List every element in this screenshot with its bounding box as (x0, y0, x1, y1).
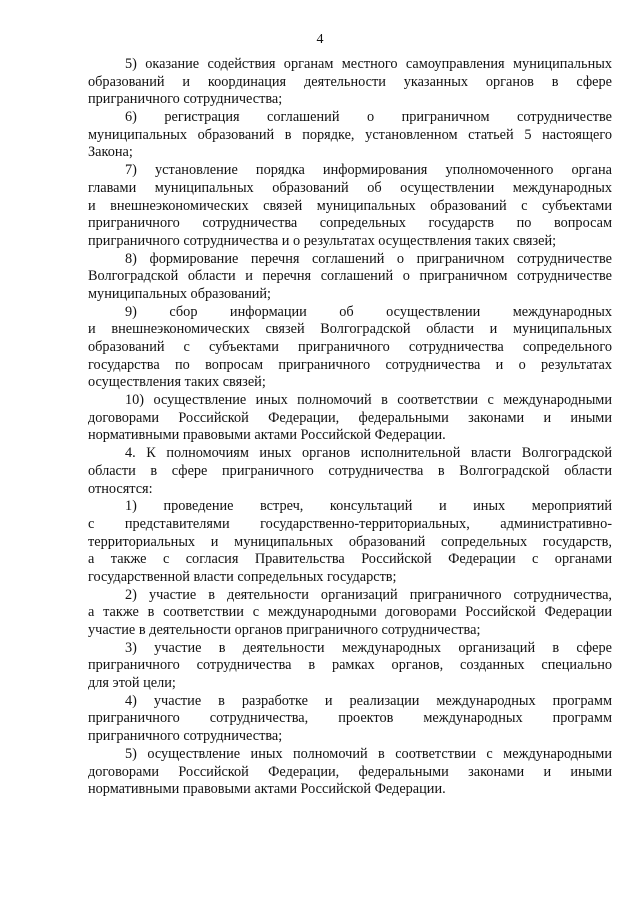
text-line: 6) регистрация соглашений о приграничном сотрудничестве (125, 109, 612, 126)
text-line: Волгоградской области и перечня соглашений о приграничном сотрудничестве (88, 268, 612, 285)
text-line: а также в соответствии с международными договорами Российской Федерации (88, 604, 612, 621)
text-line: 1) проведение встреч, консультаций и иных мероприятий (125, 498, 612, 515)
page-number: 4 (316, 32, 324, 47)
text-line: 2) участие в деятельности организаций приграничного сотрудничества, (125, 586, 612, 603)
text-line: 10) осуществление иных полномочий в соответствии с международными (125, 392, 612, 409)
text-line: муниципальных образований в порядке, установленном статьей 5 настоящего (88, 126, 612, 143)
text-line: приграничного сотрудничества и о результатах осуществления таких связей; (88, 232, 557, 249)
text-line: и внешнеэкономических связей Волгоградской области и муниципальных (88, 321, 612, 338)
text-line: приграничного сотрудничества в рамках органов, созданных специально (88, 657, 612, 674)
text-line: области в сфере приграничного сотрудничества в Волгоградской области (88, 462, 612, 479)
text-line: территориальных и муниципальных образований сопредельных государств, (88, 533, 612, 550)
text-line: приграничного сотрудничества, проектов международных программ (88, 710, 612, 727)
text-line: образований и координация деятельности указанных органов в сфере (88, 73, 612, 90)
text-line: договорами Российской Федерации, федеральными законами и иными (88, 763, 612, 780)
text-line: и внешнеэкономических связей муниципальных образований с субъектами (88, 197, 612, 214)
text-line: с представителями государственно-территориальных, административно- (88, 515, 612, 532)
text-line: 7) установление порядка информирования уполномоченного органа (125, 162, 612, 179)
text-line: 4. К полномочиям иных органов исполнительной власти Волгоградской (125, 445, 612, 462)
text-line: 5) оказание содействия органам местного самоуправления муниципальных (125, 56, 612, 72)
text-line: 3) участие в деятельности международных организаций в сфере (125, 639, 612, 656)
text-line: 4) участие в разработке и реализации международных программ (125, 692, 612, 709)
text-line: приграничного сотрудничества сопредельных государств по вопросам (88, 215, 612, 232)
text-line: участие в деятельности органов приграничного сотрудничества; (88, 622, 481, 638)
text-line: приграничного сотрудничества; (88, 728, 283, 745)
text-line: нормативными правовыми актами Российской Федерации. (88, 427, 446, 444)
text-line: для этой цели; (88, 675, 176, 692)
text-line: а также с согласия Правительства Российской Федерации с органами (88, 551, 612, 568)
text-line: Закона; (88, 144, 133, 161)
text-line: образований с субъектами приграничного сотрудничества сопредельного (88, 339, 612, 355)
document-body (88, 56, 612, 799)
text-line: договорами Российской Федерации, федеральными законами и иными (88, 409, 612, 426)
text-line: осуществления таких связей; (88, 374, 266, 391)
text-line: 5) осуществление иных полномочий в соответствии с международными (125, 745, 612, 762)
text-line: главами муниципальных образований об осуществлении международных (88, 179, 612, 196)
text-line: государства по вопросам приграничного сотрудничества и о результатах (88, 356, 612, 373)
text-line: приграничного сотрудничества; (88, 91, 283, 108)
text-line: 9) сбор информации об осуществлении международных (125, 303, 612, 320)
text-line: 8) формирование перечня соглашений о приграничном сотрудничестве (125, 250, 612, 267)
text-line: государственной власти сопредельных государств; (88, 568, 397, 585)
text-line: относятся: (88, 480, 153, 497)
text-line: муниципальных образований; (88, 285, 272, 302)
text-line: нормативными правовыми актами Российской Федерации. (88, 781, 446, 798)
